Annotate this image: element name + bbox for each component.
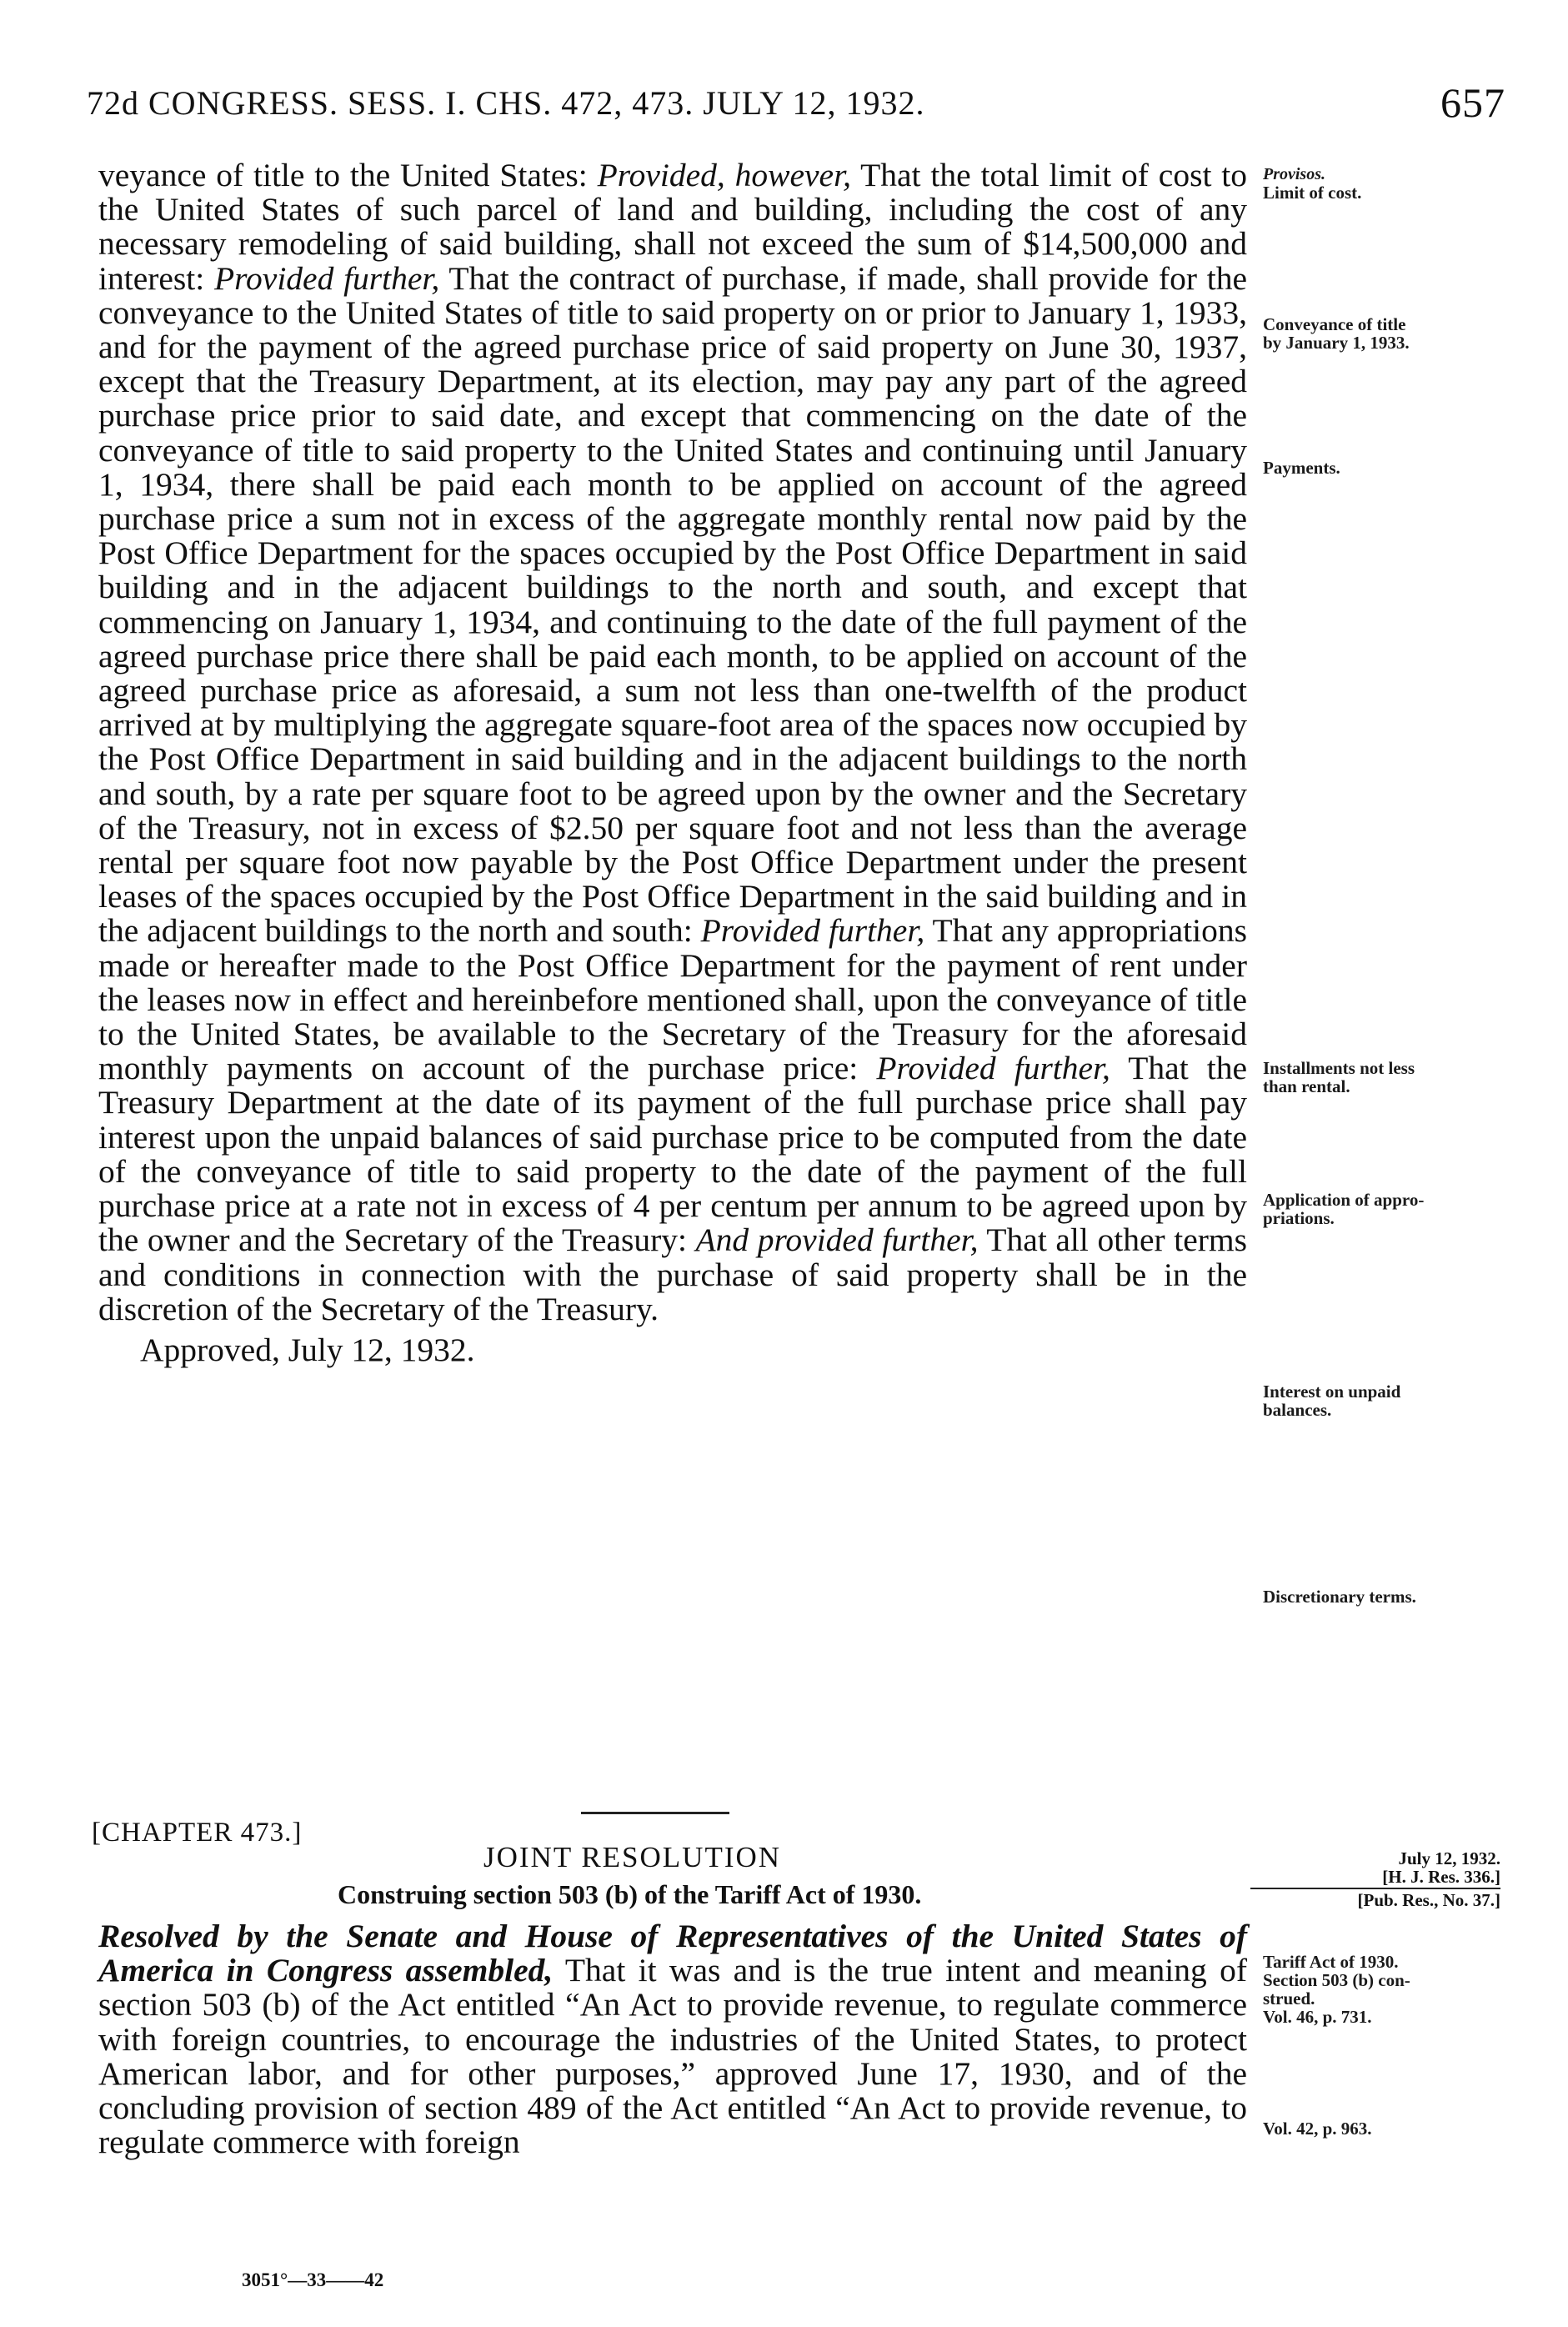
- statute-paragraph: [98, 158, 1247, 1326]
- margin-note-installments: [1263, 1059, 1546, 1096]
- margin-note-interest: [1263, 1382, 1546, 1419]
- body-segment: That the Treasury Department at the date of its payment of the full purchase price shall pay interest upon the unpaid balances of said purchase price to be computed from the date of the conveyance of title to said property to the date of the payment of the full purchase price at a rate not in excess of 4 per centum per annum to be agreed upon by the owner and the Secretary of the Treasury:: [98, 1050, 1247, 1259]
- margin-note-conveyance: [1263, 315, 1546, 352]
- page-number: 657: [1440, 79, 1505, 126]
- margin-note-limit-of-cost: Limit of cost.: [1263, 183, 1362, 203]
- margin-note-line: Application of appro-: [1263, 1190, 1425, 1210]
- margin-note-payments: [1263, 459, 1546, 477]
- resolution-title: JOINT RESOLUTION: [483, 1841, 782, 1873]
- running-head-title: 72d CONGRESS. SESS. I. CHS. 472, 473. JULY 12, 1932.: [87, 84, 925, 122]
- enactment-date: July 12, 1932.: [1398, 1848, 1500, 1868]
- chapter-label: [CHAPTER 473.]: [92, 1818, 303, 1848]
- margin-note-line: Vol. 42, p. 963.: [1263, 2119, 1372, 2139]
- proviso-phrase: Provided further,: [214, 259, 440, 297]
- resolving-clause: Resolved by the Senate and House of Representatives of the United States of America in Congress assembled,: [98, 1918, 1247, 1989]
- margin-note-line: priations.: [1263, 1208, 1335, 1228]
- margin-note-line: by January 1, 1933.: [1263, 333, 1410, 353]
- statute-body-text: [98, 158, 1247, 1367]
- margin-note-application: [1263, 1191, 1546, 1227]
- proviso-phrase: And provided further,: [695, 1221, 979, 1259]
- margin-note-line: Interest on unpaid: [1263, 1382, 1401, 1402]
- printer-code: 3051°—33——42: [242, 2269, 384, 2290]
- margin-note-line: Installments not less: [1263, 1058, 1415, 1078]
- proviso-phrase: Provided, however,: [597, 157, 851, 193]
- margin-note-line: Vol. 46, p. 731.: [1263, 2007, 1372, 2027]
- resolution-body-text: [98, 1919, 1247, 2159]
- resolution-subtitle: Construing section 503 (b) of the Tariff Act of 1930.: [338, 1879, 922, 1909]
- margin-note-line: Payments.: [1263, 458, 1340, 478]
- margin-note-line: balances.: [1263, 1400, 1332, 1420]
- public-resolution-number: [Pub. Res., No. 37.]: [1357, 1890, 1500, 1910]
- margin-note-line: Discretionary terms.: [1263, 1587, 1416, 1607]
- resolution-segment: That it was and is the true intent and meaning of section 503 (b) of the Act entitled “An Act to provide revenue, to regulate commerce with foreign countries, to encourage the industries of the United States, to protect American labor, and for other purposes,” approved June 17, 1930, and of the concluding provision of section 489 of the Act entitled “An Act to provide revenue, to regulate commerce with foreign: [98, 1952, 1247, 2161]
- running-head: [87, 79, 1505, 133]
- approval-line: Approved, July 12, 1932.: [140, 1331, 475, 1368]
- proviso-phrase: Provided further,: [700, 912, 925, 950]
- section-divider: [581, 1812, 729, 1814]
- body-segment: That the contract of purchase, if made, shall provide for the conveyance to the United States of title to said property on or prior to January 1, 1933, and for the payment of the agreed purchase price of said property on June 30, 1937, except that the Treasury Department, at its election, may pay any part of the agreed purchase price prior to said date, and except that commencing on the date of the conveyance of title to said property to the United States and continuing until January 1, 1934, there shall be paid each month to be applied on account of the agreed purchase price a sum not in excess of the aggregate monthly rental now paid by the Post Office Department for the spaces occupied by the Post Office Department in said building and in the adjacent buildings to the north and south, and except that commencing on January 1, 1934, and continuing to the date of the full payment of the agreed purchase price there shall be paid each month, to be applied on account of the agreed purchase price as aforesaid, a sum not less than one-twelfth of the product arrived at by multiplying the aggregate square-foot area of the spaces now occupied by the Post Office Department in said building and in the adjacent buildings to the north and south, by a rate per square foot to be agreed upon by the owner and the Secretary of the Treasury, not in excess of $2.50 per square foot and not less than the average rental per square foot now payable by the Post Office Department under the present leases of the spaces occupied by the Post Office Department in the said building and in the adjacent buildings to the north and south:: [98, 259, 1247, 950]
- bill-number: [H. J. Res. 336.]: [1250, 1868, 1500, 1889]
- body-segment: That all other terms and conditions in connection with the purchase of said property shall be in the discretion of the Secretary of the Treasury.: [98, 1221, 1247, 1327]
- margin-note-tariff: [1263, 1953, 1546, 2026]
- resolution-paragraph: [98, 1919, 1247, 2159]
- body-segment: veyance of title to the United States:: [98, 157, 598, 193]
- margin-note-line: Conveyance of title: [1263, 314, 1406, 334]
- margin-note-line: Tariff Act of 1930.: [1263, 1952, 1399, 1972]
- body-segment: That any appropriations made or hereafter made to the Post Office Department for the payment of rent under the leases now in effect and hereinbefore mentioned shall, upon the conveyance of title to the United States, be available to the Secretary of the Treasury for the aforesaid monthly payments on account of the purchase price:: [98, 912, 1248, 1087]
- margin-note-line: than rental.: [1263, 1076, 1350, 1096]
- margin-note-provisos-label: Provisos.: [1263, 165, 1325, 183]
- margin-note-vol42: [1263, 2119, 1546, 2138]
- enactment-side-note: [1250, 1849, 1500, 1909]
- margin-note-line: strued.: [1263, 1988, 1315, 2009]
- margin-note-discretionary: [1263, 1587, 1546, 1606]
- margin-note-provisos: [1263, 165, 1546, 202]
- proviso-phrase: Provided further,: [876, 1050, 1110, 1087]
- margin-note-line: Section 503 (b) con-: [1263, 1970, 1410, 1990]
- body-segment: That the total limit of cost to the United States of such parcel of land and building, including the cost of any necessary remodeling of said building, shall not exceed the sum of $14,500,000 and interest:: [98, 157, 1248, 297]
